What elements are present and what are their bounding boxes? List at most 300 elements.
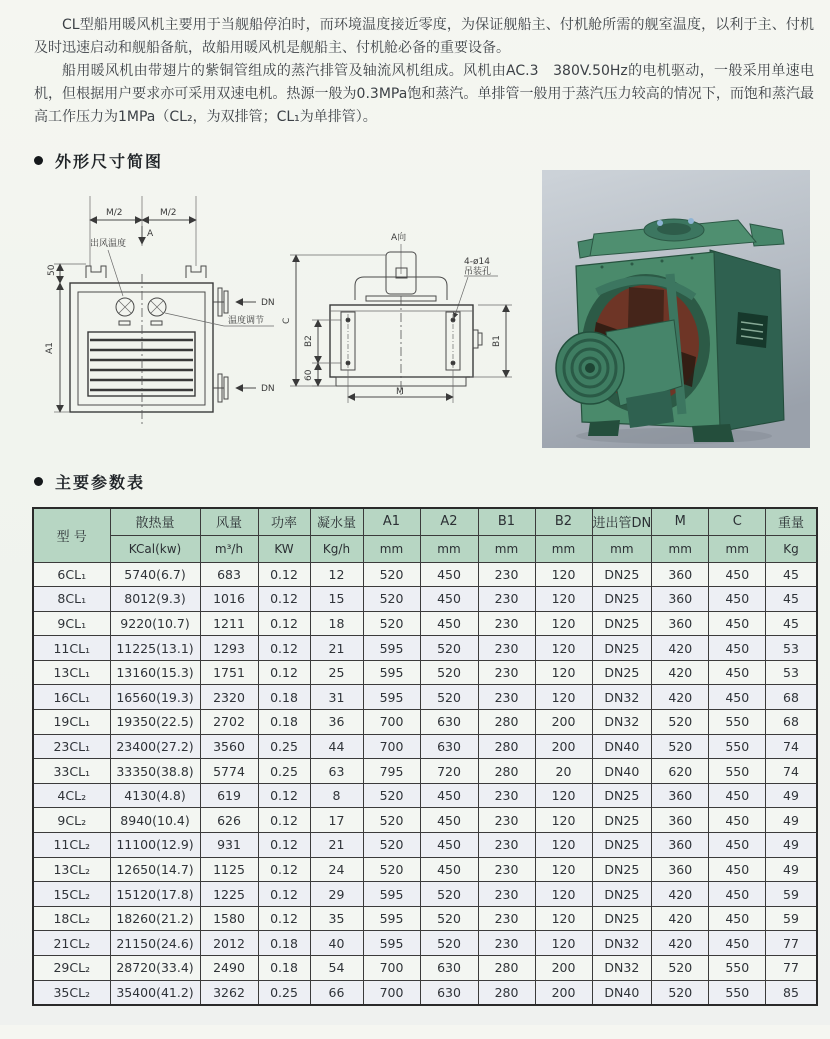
value-cell: 17 xyxy=(310,808,363,833)
value-cell: 360 xyxy=(652,587,709,612)
value-cell: DN25 xyxy=(592,562,652,587)
value-cell: 420 xyxy=(652,931,709,956)
value-cell: 230 xyxy=(478,611,535,636)
value-cell: DN25 xyxy=(592,833,652,858)
value-cell: 0.18 xyxy=(258,956,310,981)
value-cell: 700 xyxy=(363,734,420,759)
value-cell: 280 xyxy=(478,759,535,784)
value-cell: 120 xyxy=(535,685,592,710)
value-cell: 230 xyxy=(478,783,535,808)
value-cell: 68 xyxy=(766,685,817,710)
value-cell: 230 xyxy=(478,685,535,710)
section-a-label: A xyxy=(147,229,154,239)
value-cell: 200 xyxy=(535,734,592,759)
value-cell: 230 xyxy=(478,833,535,858)
table-row xyxy=(33,710,817,735)
value-cell: DN32 xyxy=(592,685,652,710)
value-cell: 15120(17.8) xyxy=(110,882,200,907)
side-view-drawing xyxy=(278,174,530,436)
value-cell: 619 xyxy=(200,783,258,808)
table-row xyxy=(33,562,817,587)
value-cell: 77 xyxy=(766,931,817,956)
dim-a1-label: A1 xyxy=(45,342,55,354)
value-cell: 550 xyxy=(709,980,766,1005)
value-cell: 450 xyxy=(420,562,478,587)
value-cell: 450 xyxy=(420,808,478,833)
value-cell: 0.18 xyxy=(258,685,310,710)
value-cell: 49 xyxy=(766,808,817,833)
value-cell: 2012 xyxy=(200,931,258,956)
value-cell: 550 xyxy=(709,710,766,735)
dn-bottom-label: DN xyxy=(261,384,275,394)
value-cell: 120 xyxy=(535,783,592,808)
value-cell: DN25 xyxy=(592,660,652,685)
value-cell: 53 xyxy=(766,636,817,661)
value-cell: DN40 xyxy=(592,759,652,784)
model-cell: 9CL₂ xyxy=(33,808,110,833)
value-cell: DN40 xyxy=(592,980,652,1005)
value-cell: 450 xyxy=(420,783,478,808)
value-cell: DN25 xyxy=(592,857,652,882)
value-cell: 4130(4.8) xyxy=(110,783,200,808)
dim-m-label: M xyxy=(396,387,404,397)
col-header: 重量 xyxy=(766,508,817,535)
value-cell: 200 xyxy=(535,980,592,1005)
value-cell: 1293 xyxy=(200,636,258,661)
value-cell: DN25 xyxy=(592,808,652,833)
value-cell: 40 xyxy=(310,931,363,956)
table-row xyxy=(33,857,817,882)
value-cell: 520 xyxy=(363,562,420,587)
value-cell: 11100(12.9) xyxy=(110,833,200,858)
model-cell: 21CL₂ xyxy=(33,931,110,956)
value-cell: 59 xyxy=(766,882,817,907)
value-cell: 230 xyxy=(478,587,535,612)
value-cell: 450 xyxy=(709,931,766,956)
value-cell: 49 xyxy=(766,783,817,808)
value-cell: 630 xyxy=(420,710,478,735)
temp-adjust-label: 温度调节 xyxy=(228,316,265,326)
value-cell: 450 xyxy=(709,857,766,882)
value-cell: DN25 xyxy=(592,587,652,612)
value-cell: 230 xyxy=(478,808,535,833)
value-cell: 520 xyxy=(363,857,420,882)
value-cell: 120 xyxy=(535,562,592,587)
value-cell: 120 xyxy=(535,587,592,612)
value-cell: 595 xyxy=(363,931,420,956)
col-unit: mm xyxy=(592,535,652,562)
model-cell: 18CL₂ xyxy=(33,906,110,931)
value-cell: 29 xyxy=(310,882,363,907)
dimensions-section-heading xyxy=(34,149,830,172)
value-cell: 520 xyxy=(420,636,478,661)
col-unit: mm xyxy=(709,535,766,562)
col-unit: mm xyxy=(420,535,478,562)
value-cell: 450 xyxy=(709,562,766,587)
value-cell: 2490 xyxy=(200,956,258,981)
col-header: 进出管DN xyxy=(592,508,652,535)
value-cell: 0.12 xyxy=(258,562,310,587)
value-cell: 0.12 xyxy=(258,906,310,931)
value-cell: 450 xyxy=(420,611,478,636)
value-cell: 550 xyxy=(709,956,766,981)
value-cell: 450 xyxy=(709,783,766,808)
value-cell: 280 xyxy=(478,710,535,735)
col-unit: mm xyxy=(363,535,420,562)
value-cell: 53 xyxy=(766,660,817,685)
value-cell: 35400(41.2) xyxy=(110,980,200,1005)
parameters-table xyxy=(32,507,818,1006)
model-cell: 13CL₂ xyxy=(33,857,110,882)
value-cell: 0.12 xyxy=(258,808,310,833)
value-cell: 120 xyxy=(535,857,592,882)
value-cell: 420 xyxy=(652,882,709,907)
value-cell: 5774 xyxy=(200,759,258,784)
value-cell: 1225 xyxy=(200,882,258,907)
value-cell: 280 xyxy=(478,734,535,759)
table-row xyxy=(33,808,817,833)
value-cell: 120 xyxy=(535,931,592,956)
value-cell: 360 xyxy=(652,808,709,833)
value-cell: 520 xyxy=(420,660,478,685)
value-cell: 626 xyxy=(200,808,258,833)
col-header: 散热量 xyxy=(110,508,200,535)
dim-b2-label: B2 xyxy=(304,335,314,347)
value-cell: 0.25 xyxy=(258,759,310,784)
value-cell: 450 xyxy=(709,906,766,931)
col-unit: mm xyxy=(478,535,535,562)
front-view-drawing xyxy=(28,174,282,436)
table-row xyxy=(33,833,817,858)
value-cell: 720 xyxy=(420,759,478,784)
figures-row xyxy=(0,174,830,460)
outlet-temp-label: 出风温度 xyxy=(90,239,127,249)
value-cell: 1751 xyxy=(200,660,258,685)
value-cell: 450 xyxy=(709,685,766,710)
value-cell: 630 xyxy=(420,980,478,1005)
col-header: 凝水量 xyxy=(310,508,363,535)
value-cell: 1125 xyxy=(200,857,258,882)
table-row xyxy=(33,906,817,931)
value-cell: 595 xyxy=(363,636,420,661)
value-cell: 54 xyxy=(310,956,363,981)
value-cell: 595 xyxy=(363,660,420,685)
value-cell: 33350(38.8) xyxy=(110,759,200,784)
value-cell: 595 xyxy=(363,906,420,931)
value-cell: 19350(22.5) xyxy=(110,710,200,735)
value-cell: 0.12 xyxy=(258,857,310,882)
value-cell: 3560 xyxy=(200,734,258,759)
col-header: M xyxy=(652,508,709,535)
col-unit: Kg/h xyxy=(310,535,363,562)
col-unit: Kg xyxy=(766,535,817,562)
value-cell: 74 xyxy=(766,734,817,759)
col-header: B1 xyxy=(478,508,535,535)
dim-b1-label: B1 xyxy=(492,335,502,347)
model-cell: 16CL₁ xyxy=(33,685,110,710)
value-cell: DN32 xyxy=(592,710,652,735)
value-cell: 450 xyxy=(709,660,766,685)
value-cell: DN25 xyxy=(592,906,652,931)
value-cell: 74 xyxy=(766,759,817,784)
value-cell: 8940(10.4) xyxy=(110,808,200,833)
value-cell: 0.12 xyxy=(258,636,310,661)
table-row xyxy=(33,956,817,981)
value-cell: 120 xyxy=(535,611,592,636)
intro-text xyxy=(34,14,814,129)
value-cell: 11225(13.1) xyxy=(110,636,200,661)
lifting-holes-note: 吊装孔 xyxy=(464,267,492,277)
model-cell: 35CL₂ xyxy=(33,980,110,1005)
model-cell: 29CL₂ xyxy=(33,956,110,981)
value-cell: DN25 xyxy=(592,882,652,907)
value-cell: 21150(24.6) xyxy=(110,931,200,956)
value-cell: 0.25 xyxy=(258,980,310,1005)
value-cell: 230 xyxy=(478,882,535,907)
value-cell: 450 xyxy=(709,611,766,636)
value-cell: 77 xyxy=(766,956,817,981)
value-cell: DN32 xyxy=(592,956,652,981)
value-cell: 25 xyxy=(310,660,363,685)
product-photo xyxy=(542,170,810,448)
value-cell: 0.12 xyxy=(258,882,310,907)
value-cell: 520 xyxy=(652,734,709,759)
model-cell: 15CL₂ xyxy=(33,882,110,907)
col-unit: KW xyxy=(258,535,310,562)
value-cell: 28720(33.4) xyxy=(110,956,200,981)
value-cell: 450 xyxy=(709,636,766,661)
value-cell: 5740(6.7) xyxy=(110,562,200,587)
value-cell: 85 xyxy=(766,980,817,1005)
value-cell: 1580 xyxy=(200,906,258,931)
value-cell: 18260(21.2) xyxy=(110,906,200,931)
bullet-icon xyxy=(34,156,43,165)
dim-60-label: 60 xyxy=(304,369,314,381)
value-cell: 13160(15.3) xyxy=(110,660,200,685)
value-cell: 120 xyxy=(535,833,592,858)
value-cell: 360 xyxy=(652,562,709,587)
lifting-holes-label: 4-ø14 xyxy=(464,257,490,267)
value-cell: 12 xyxy=(310,562,363,587)
table-row xyxy=(33,931,817,956)
value-cell: 0.25 xyxy=(258,734,310,759)
bullet-icon xyxy=(34,477,43,486)
col-unit: mm xyxy=(652,535,709,562)
value-cell: 520 xyxy=(652,980,709,1005)
intro-paragraph-2: 船用暖风机由带翅片的紫铜管组成的蒸汽排管及轴流风机组成。风机由AC.3 380V.50Hz的电机驱动，一般采用单速电机，但根据用户要求亦可采用双速电机。热源一般为0.3MPa饱和蒸汽。单排管一般用于蒸汽压力较高的情况下，而饱和蒸汽最高工作压力为1MPa（CL₂，为双排管；CL₁为单排管）。 xyxy=(34,63,814,125)
table-row xyxy=(33,660,817,685)
col-unit: m³/h xyxy=(200,535,258,562)
value-cell: 700 xyxy=(363,980,420,1005)
value-cell: 8012(9.3) xyxy=(110,587,200,612)
value-cell: 520 xyxy=(420,906,478,931)
value-cell: 230 xyxy=(478,931,535,956)
table-row xyxy=(33,587,817,612)
value-cell: 8 xyxy=(310,783,363,808)
value-cell: 520 xyxy=(420,882,478,907)
value-cell: 520 xyxy=(363,611,420,636)
value-cell: 45 xyxy=(766,587,817,612)
value-cell: 520 xyxy=(652,710,709,735)
table-row xyxy=(33,759,817,784)
model-cell: 9CL₁ xyxy=(33,611,110,636)
value-cell: 450 xyxy=(420,857,478,882)
value-cell: 35 xyxy=(310,906,363,931)
model-cell: 33CL₁ xyxy=(33,759,110,784)
value-cell: 0.12 xyxy=(258,833,310,858)
col-header: B2 xyxy=(535,508,592,535)
value-cell: 360 xyxy=(652,857,709,882)
value-cell: 520 xyxy=(652,956,709,981)
table-row xyxy=(33,980,817,1005)
value-cell: 21 xyxy=(310,833,363,858)
dim-50-label: 50 xyxy=(47,264,57,276)
value-cell: 520 xyxy=(363,808,420,833)
value-cell: 450 xyxy=(709,587,766,612)
value-cell: 120 xyxy=(535,636,592,661)
value-cell: 68 xyxy=(766,710,817,735)
value-cell: 420 xyxy=(652,636,709,661)
value-cell: 1016 xyxy=(200,587,258,612)
value-cell: 230 xyxy=(478,906,535,931)
value-cell: 683 xyxy=(200,562,258,587)
model-cell: 13CL₁ xyxy=(33,660,110,685)
value-cell: DN32 xyxy=(592,931,652,956)
value-cell: 66 xyxy=(310,980,363,1005)
value-cell: 49 xyxy=(766,833,817,858)
value-cell: 31 xyxy=(310,685,363,710)
value-cell: 795 xyxy=(363,759,420,784)
value-cell: 23400(27.2) xyxy=(110,734,200,759)
value-cell: 1211 xyxy=(200,611,258,636)
parameters-heading-label: 主要参数表 xyxy=(55,473,146,492)
dim-m-half-right-label: M/2 xyxy=(160,208,177,218)
value-cell: 230 xyxy=(478,562,535,587)
dim-c-label: C xyxy=(282,317,292,324)
value-cell: 700 xyxy=(363,956,420,981)
value-cell: DN25 xyxy=(592,783,652,808)
value-cell: 0.12 xyxy=(258,587,310,612)
value-cell: 21 xyxy=(310,636,363,661)
value-cell: 3262 xyxy=(200,980,258,1005)
value-cell: 2702 xyxy=(200,710,258,735)
value-cell: 420 xyxy=(652,906,709,931)
value-cell: 0.12 xyxy=(258,611,310,636)
value-cell: 450 xyxy=(709,882,766,907)
value-cell: 630 xyxy=(420,734,478,759)
col-header: C xyxy=(709,508,766,535)
value-cell: 520 xyxy=(363,833,420,858)
value-cell: 15 xyxy=(310,587,363,612)
col-header: 型 号 xyxy=(33,508,110,562)
value-cell: 0.18 xyxy=(258,931,310,956)
value-cell: 620 xyxy=(652,759,709,784)
view-a-label: A向 xyxy=(391,233,407,243)
value-cell: 450 xyxy=(420,833,478,858)
value-cell: 16560(19.3) xyxy=(110,685,200,710)
col-header: 功率 xyxy=(258,508,310,535)
col-header: A1 xyxy=(363,508,420,535)
value-cell: 120 xyxy=(535,808,592,833)
value-cell: 520 xyxy=(363,587,420,612)
value-cell: 49 xyxy=(766,857,817,882)
value-cell: 0.12 xyxy=(258,660,310,685)
model-cell: 8CL₁ xyxy=(33,587,110,612)
value-cell: 44 xyxy=(310,734,363,759)
value-cell: DN25 xyxy=(592,611,652,636)
value-cell: 0.12 xyxy=(258,783,310,808)
value-cell: 420 xyxy=(652,660,709,685)
value-cell: DN25 xyxy=(592,636,652,661)
dn-top-label: DN xyxy=(261,298,275,308)
table-row xyxy=(33,636,817,661)
value-cell: 12650(14.7) xyxy=(110,857,200,882)
value-cell: 18 xyxy=(310,611,363,636)
value-cell: 360 xyxy=(652,783,709,808)
model-cell: 11CL₁ xyxy=(33,636,110,661)
table-row xyxy=(33,734,817,759)
value-cell: 280 xyxy=(478,980,535,1005)
value-cell: 450 xyxy=(420,587,478,612)
value-cell: 200 xyxy=(535,956,592,981)
value-cell: 230 xyxy=(478,857,535,882)
value-cell: 360 xyxy=(652,833,709,858)
value-cell: 450 xyxy=(709,808,766,833)
value-cell: 63 xyxy=(310,759,363,784)
dimensions-heading-label: 外形尺寸简图 xyxy=(55,152,164,171)
value-cell: 520 xyxy=(420,685,478,710)
value-cell: 120 xyxy=(535,882,592,907)
model-cell: 4CL₂ xyxy=(33,783,110,808)
model-cell: 6CL₁ xyxy=(33,562,110,587)
value-cell: 59 xyxy=(766,906,817,931)
value-cell: 520 xyxy=(363,783,420,808)
model-cell: 11CL₂ xyxy=(33,833,110,858)
value-cell: 280 xyxy=(478,956,535,981)
col-header: 风量 xyxy=(200,508,258,535)
value-cell: 420 xyxy=(652,685,709,710)
value-cell: 520 xyxy=(420,931,478,956)
value-cell: 120 xyxy=(535,660,592,685)
value-cell: 595 xyxy=(363,685,420,710)
model-cell: 23CL₁ xyxy=(33,734,110,759)
col-unit: mm xyxy=(535,535,592,562)
value-cell: 9220(10.7) xyxy=(110,611,200,636)
value-cell: 630 xyxy=(420,956,478,981)
value-cell: 595 xyxy=(363,882,420,907)
table-row xyxy=(33,611,817,636)
value-cell: 550 xyxy=(709,734,766,759)
value-cell: 24 xyxy=(310,857,363,882)
intro-paragraph-1: CL型船用暖风机主要用于当舰船停泊时，而环境温度接近零度，为保证舰船主、付机舱所需的舰室温度，以利于主、付机及时迅速启动和舰船备航，故船用暖风机是舰船主、付机舱必备的重要设备。 xyxy=(34,17,814,56)
value-cell: 550 xyxy=(709,759,766,784)
value-cell: 20 xyxy=(535,759,592,784)
table-row xyxy=(33,685,817,710)
value-cell: 45 xyxy=(766,611,817,636)
value-cell: 360 xyxy=(652,611,709,636)
value-cell: 700 xyxy=(363,710,420,735)
value-cell: 931 xyxy=(200,833,258,858)
dim-m-half-left-label: M/2 xyxy=(106,208,123,218)
value-cell: 230 xyxy=(478,660,535,685)
value-cell: 0.18 xyxy=(258,710,310,735)
value-cell: 120 xyxy=(535,906,592,931)
col-unit: KCal(kw) xyxy=(110,535,200,562)
parameters-section-heading xyxy=(34,470,830,493)
table-row xyxy=(33,882,817,907)
value-cell: DN40 xyxy=(592,734,652,759)
value-cell: 36 xyxy=(310,710,363,735)
